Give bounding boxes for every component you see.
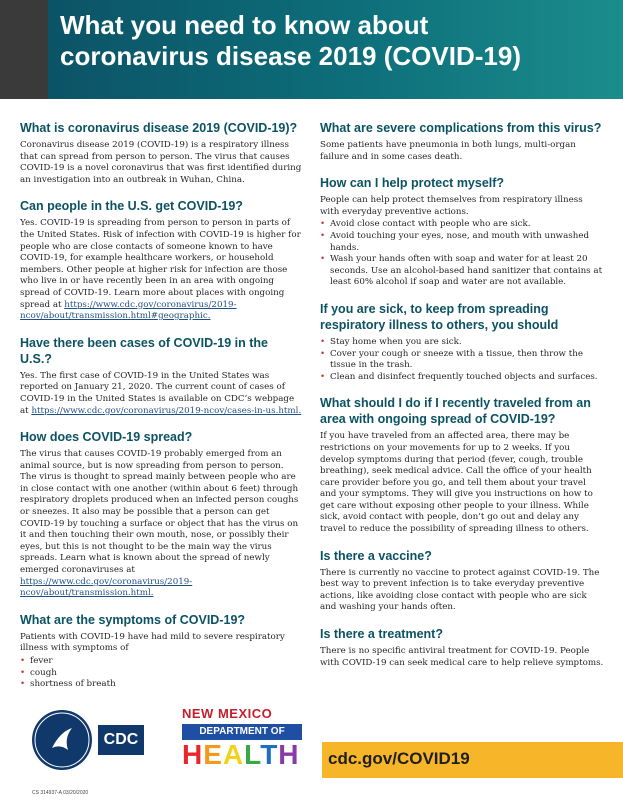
section-spread xyxy=(20,429,302,600)
symptom-list xyxy=(20,656,302,691)
section-body xyxy=(20,371,302,417)
section-heading: If you are sick, to keep from spreading respiratory illness to others, you should xyxy=(320,301,559,332)
section-can-people-get xyxy=(20,198,302,322)
nm-logo-line-2: DEPARTMENT OF xyxy=(182,724,302,740)
title-line-2: coronavirus disease 2019 (COVID-19) xyxy=(60,41,521,71)
section-body: Coronavirus disease 2019 (COVID-19) is a respiratory illness that can spread from person to person. The virus that causes COVID-19 is a novel coronavirus that was first identified during an investigation into an outbreak in Wuhan, China. xyxy=(20,140,302,185)
section-heading: Have there been cases of COVID-19 in the U.S.? xyxy=(20,335,269,366)
list-item: • Avoid close contact with people who are sick. xyxy=(320,219,604,231)
section-vaccine xyxy=(320,548,604,614)
section-complications xyxy=(320,120,604,163)
section-us-cases xyxy=(20,335,302,417)
section-heading: Is there a treatment? xyxy=(320,627,443,642)
footer-url[interactable]: cdc.gov/COVID19 xyxy=(328,749,470,768)
section-body: There is currently no vaccine to protect against COVID-19. The best way to prevent infection is to take everyday preventive actions, like avoiding close contact with people who are sick and washing your hands often. xyxy=(320,567,600,613)
section-text: Yes. The first case of COVID-19 in the United States was reported on January 21, 2020. The current count of cases of COVID-19 in the United States is available on CDC’s webpage at xyxy=(20,370,295,416)
title-line-1: What you need to know about xyxy=(60,10,429,40)
section-body: Some patients have pneumonia in both lungs, multi-organ failure and in some cases death. xyxy=(320,140,576,162)
prevention-list xyxy=(320,219,604,289)
section-body: If you have traveled from an affected area, there may be restrictions on your movements for up to 2 weeks. If you develop symptoms during that period (fever, cough, trouble breathing), seek medical advice. Call the office of your health care provider before you go, and tell them about your travel and your symptoms. They will give you instructions on how to get care without exposing other people to your illness. While sick, avoid contact with people, don’t go out and delay any travel to reduce the possibility of spreading illness to others. xyxy=(320,431,593,535)
list-item: • cough xyxy=(20,668,302,680)
section-heading: What are the symptoms of COVID-19? xyxy=(20,612,246,627)
header-tab-accent xyxy=(0,0,48,99)
geographic-link[interactable]: https://www.cdc.gov/coronavirus/2019-ncov/about/transmission.html#geographic. xyxy=(20,299,237,322)
section-body xyxy=(20,218,302,322)
list-item: • shortness of breath xyxy=(20,679,302,691)
nm-health-logo xyxy=(182,706,302,770)
section-symptoms xyxy=(20,612,302,691)
section-heading: How can I help protect myself? xyxy=(320,176,505,191)
section-body: Patients with COVID-19 have had mild to severe respiratory illness with symptoms of xyxy=(20,631,285,654)
section-treatment xyxy=(320,626,604,669)
hhs-seal-icon xyxy=(32,710,92,770)
section-text: Yes. COVID-19 is spreading from person to person in parts of the United States. Risk of infection with COVID-19 is higher for people who are close contacts of someone known to have COVID-19, for example healthcare workers, or household members. Other people at higher risk for infection are those who live in or have recently been in an area with ongoing spread of COVID-19. Learn more about places with ongoing spread at xyxy=(20,218,301,310)
left-column xyxy=(20,120,302,703)
section-heading: What should I do if I recently traveled from an area with ongoing spread of COVID-19? xyxy=(320,396,591,427)
section-protect xyxy=(320,175,604,289)
section-heading: What are severe complications from this virus? xyxy=(320,121,602,135)
list-item: • Cover your cough or sneeze with a tissue, then throw the tissue in the trash. xyxy=(320,349,604,372)
list-item: • Clean and disinfect frequently touched objects and surfaces. xyxy=(320,372,604,384)
list-item: • Wash your hands often with soap and water for at least 20 seconds. Use an alcohol-based hand sanitizer that contains at least 60% alcohol if soap and water are not available. xyxy=(320,254,604,289)
cases-link[interactable]: https://www.cdc.gov/coronavirus/2019-ncov/cases-in-us.html. xyxy=(31,405,302,416)
list-item: • Stay home when you are sick. xyxy=(320,337,604,349)
footer-logos xyxy=(32,706,302,790)
section-travel xyxy=(320,395,604,535)
if-sick-list xyxy=(320,337,604,383)
nm-logo-line-3: HEALTH xyxy=(182,739,300,770)
section-heading: How does COVID-19 spread? xyxy=(20,430,193,445)
list-item: • Avoid touching your eyes, nose, and mouth with unwashed hands. xyxy=(320,231,604,254)
publication-code: CS 314937-A 03/20/2020 xyxy=(32,790,89,796)
section-heading: Is there a vaccine? xyxy=(320,548,432,563)
section-body: People can help protect themselves from respiratory illness with everyday preventive actions. xyxy=(320,195,583,217)
section-text: The virus that causes COVID-19 probably emerged from an animal source, but is now spreading from person to person. The virus is thought to spread mainly between people who are in close contact with one another (within about 6 feet) through respiratory droplets produced when an infected person coughs or sneezes. It also may be possible that a person can get COVID-19 by touching a surface or object that has the virus on it and then touching their own mouth, nose, or possibly their eyes, but this is not thought to be the main way the virus spreads. Learn what is known about the spread of newly emerged coronaviruses at xyxy=(20,449,299,576)
section-if-sick xyxy=(320,301,604,383)
page-title xyxy=(60,10,600,72)
nm-logo-line-1: NEW MEXICO xyxy=(182,706,273,721)
header-banner xyxy=(0,0,623,99)
section-body xyxy=(20,449,302,600)
transmission-link[interactable]: https://www.cdc.gov/coronavirus/2019-ncov/about/transmission.html. xyxy=(20,576,193,599)
section-what-is xyxy=(20,120,302,186)
right-column xyxy=(320,120,604,681)
cdc-logo: CDC xyxy=(98,725,144,755)
section-heading: What is coronavirus disease 2019 (COVID-19)? xyxy=(20,121,298,135)
list-item: • fever xyxy=(20,656,302,668)
section-body: There is no specific antiviral treatment for COVID-19. People with COVID-19 can seek medical care to help relieve symptoms. xyxy=(320,646,604,668)
section-heading: Can people in the U.S. get COVID-19? xyxy=(20,199,243,214)
